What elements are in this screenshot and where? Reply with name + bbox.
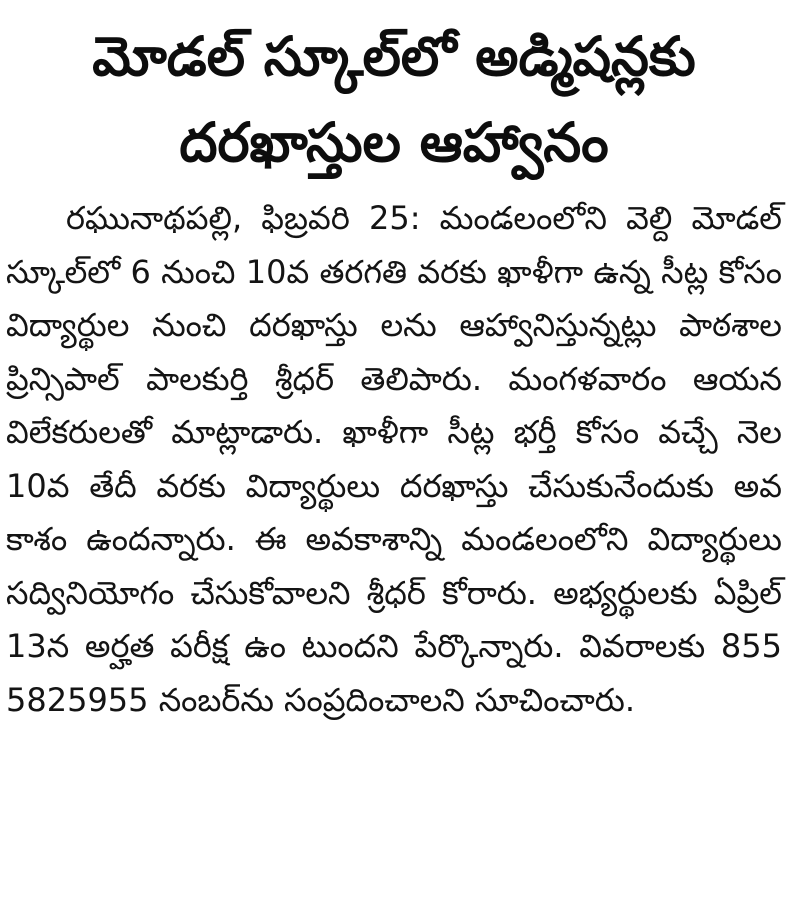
headline	[6, 14, 782, 186]
headline-line-1: మోడల్ స్కూల్‌లో అడ్మిషన్లకు	[92, 25, 696, 88]
headline-line-2: దరఖాస్తుల ఆహ్వానం	[179, 111, 609, 174]
article-body: రఘునాథపల్లి, ఫిబ్రవరి 25: మండలంలోని వెల్ది మోడల్ స్కూల్‌లో 6 నుంచి 10వ తరగతి వరకు ఖాళీగా ఉన్న సీట్ల కోసం విద్యార్థుల నుంచి దరఖాస్తు లను ఆహ్వానిస్తున్నట్లు పాఠశాల ప్రిన్సిపాల్ పాలకుర్తి శ్రీధర్ తెలిపారు. మంగళవారం ఆయన విలేకరులతో మాట్లాడారు. ఖాళీగా సీట్ల భర్తీ కోసం వచ్చే నెల 10వ తేదీ వరకు విద్యార్థులు దరఖాస్తు చేసుకునేందుకు అవ కాశం ఉందన్నారు. ఈ అవకాశాన్ని మండలంలోని విద్యార్థులు సద్వినియోగం చేసుకోవాలని శ్రీధర్ కోరారు. అభ్యర్థులకు ఏప్రిల్ 13న అర్హత పరీక్ష ఉం టుందని పేర్కొన్నారు. వివరాలకు 855 5825955 నంబర్‌ను సంప్రదించాలని సూచించారు.	[6, 199, 782, 719]
